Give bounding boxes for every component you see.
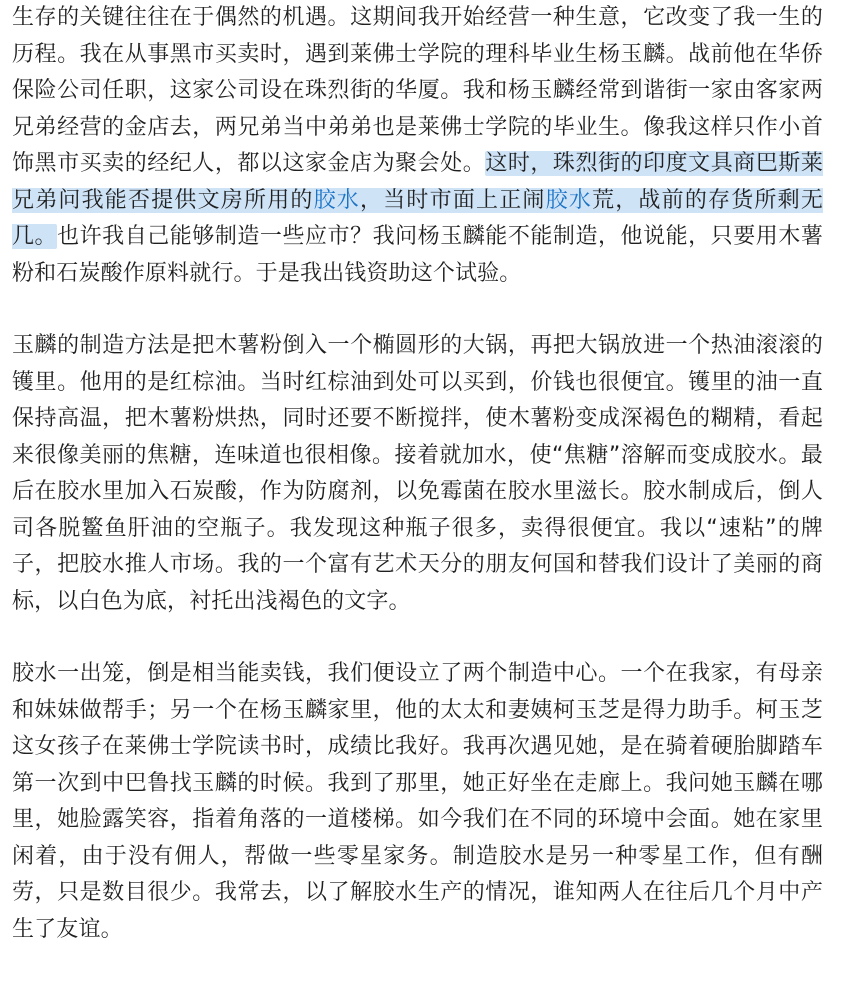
highlight-segment-c: 荒，战前的存货所剩无几。 [12, 187, 823, 249]
paragraph-3: 胶水一出笼，倒是相当能卖钱，我们便设立了两个制造中心。一个在我家，有母亲和妹妹做帮手；另一个在杨玉麟家里，他的太太和妻姨柯玉芝是得力助手。柯玉芝这女孩子在莱佛士学院读书时，成绩比我好。我再次遇见她，是在骑着硬胎脚踏车第一次到中巴鲁找玉麟的时候。我到了那里，她正好坐在走廊上。我问她玉麟在哪里，她脸露笑容，指着角落的一道楼梯。如今我们在不同的环境中会面。她在家里闲着，由于没有佣人，帮做一些零星家务。制造胶水是另一种零星工作，但有酬劳，只是数目很少。我常去，以了解胶水生产的情况，谁知两人在往后几个月中产生了友谊。 [12, 661, 823, 942]
paragraph-1 [12, 0, 823, 292]
paragraph-2: 玉麟的制造方法是把木薯粉倒入一个椭圆形的大锅，再把大锅放进一个热油滚滚的镬里。他用的是红棕油。当时红棕油到处可以买到，价钱也很便宜。镬里的油一直保持高温，把木薯粉烘热，同时还要不断搅拌，使木薯粉变成深褐色的糊精，看起来很像美丽的焦糖，连味道也很相像。接着就加水，使“焦糖”溶解而变成胶水。最后在胶水里加入石炭酸，作为防腐剂，以免霉菌在胶水里滋长。胶水制成后，倒人司各脱鳘鱼肝油的空瓶子。我发现这种瓶子很多，卖得很便宜。我以“速粘”的牌子，把胶水推人市场。我的一个富有艺术天分的朋友何国和替我们设计了美丽的商标，以白色为底，衬托出浅褐色的文字。 [12, 333, 823, 614]
highlight-segment-b: ，当时市面上正闹 [360, 187, 546, 213]
search-keyword-glue-1[interactable]: 胶水 [313, 187, 361, 213]
highlight-segment-a: 这时，珠烈街的印度文具商巴斯莱兄弟问我能否提供文房所用的 [12, 151, 823, 213]
search-keyword-glue-2[interactable]: 胶水 [545, 187, 593, 213]
paragraph-1-text-before: 生存的关键往往在于偶然的机遇。这期间我开始经营一种生意，它改变了我一生的历程。我在从事黑市买卖时，遇到莱佛士学院的理科毕业生杨玉麟。战前他在华侨保险公司任职，这家公司设在珠烈街的华厦。我和杨玉麟经常到谐街一家由客家两兄弟经营的金店去，两兄弟当中弟弟也是莱佛士学院的毕业生。像我这样只作小首饰黑市买卖的经纪人，都以这家金店为聚会处。 [12, 5, 823, 176]
paragraph-1-text-after: 也许我自己能够制造一些应市？我问杨玉麟能不能制造，他说能，只要用木薯粉和石炭酸作原料就行。于是我出钱资助这个试验。 [12, 224, 823, 286]
